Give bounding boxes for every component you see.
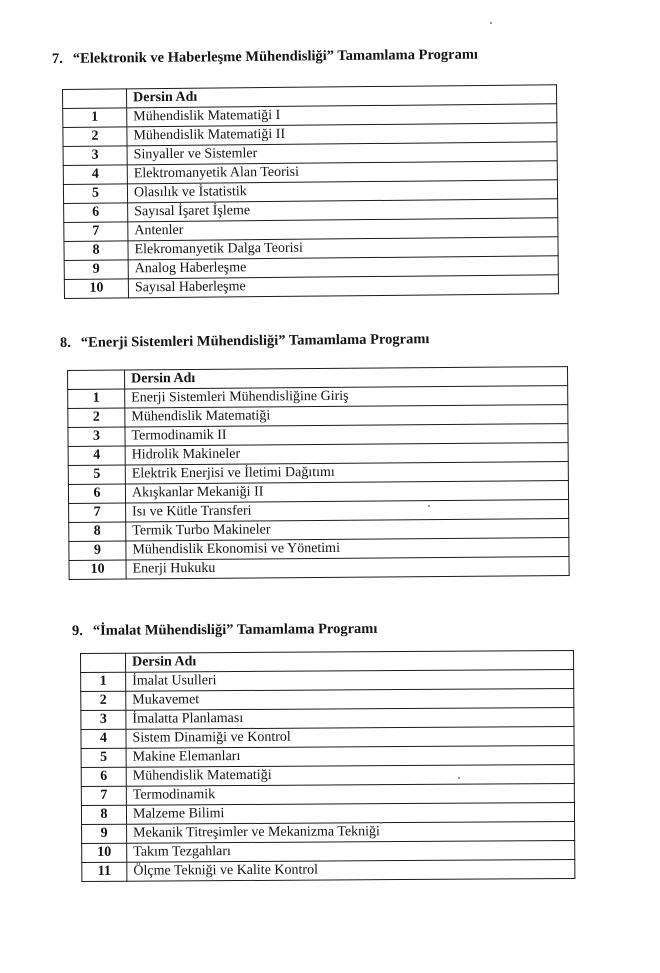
course-name: İmalatta Planlaması: [126, 707, 574, 729]
course-name: Antenler: [128, 218, 558, 241]
course-name: Elektromanyetik Alan Teorisi: [127, 161, 557, 184]
course-name: Akışkanlar Mekaniği II: [125, 481, 568, 503]
section-number: 8.: [59, 334, 71, 351]
table-header-row: [63, 85, 557, 109]
scan-speck: [490, 22, 492, 24]
course-number: 4: [68, 446, 125, 465]
course-name: Termodinamik: [126, 783, 574, 805]
section-title: [52, 46, 478, 68]
section-number: 9.: [71, 622, 83, 639]
table-row: [63, 123, 557, 147]
table-row: [68, 386, 568, 409]
course-name-column-header: Dersin Adı: [126, 650, 574, 672]
table-row: [69, 538, 569, 561]
course-number: 2: [63, 127, 127, 147]
course-number: 2: [81, 691, 126, 710]
course-number: 6: [64, 203, 128, 223]
section-heading: “İmalat Mühendisliği” Tamamlama Programı: [92, 620, 378, 639]
course-name: İmalat Usulleri: [126, 669, 574, 691]
course-number: 5: [63, 184, 127, 204]
table-row: [82, 821, 575, 843]
course-number: 1: [81, 672, 126, 691]
course-number: 6: [81, 767, 126, 786]
course-name: Termik Turbo Makineler: [126, 519, 569, 541]
table-row: [69, 557, 569, 580]
number-column-header: [63, 89, 127, 109]
table-row: [68, 481, 568, 504]
course-table: [62, 84, 559, 299]
section-heading: “Enerji Sistemleri Mühendisliği” Tamamlama Programı: [80, 331, 430, 351]
course-number: 8: [64, 241, 128, 261]
course-number: 3: [63, 146, 127, 166]
course-name: Mekanik Titreşimler ve Mekanizma Tekniği: [127, 821, 575, 843]
table-row: [69, 500, 569, 523]
number-column-header: [81, 653, 126, 672]
course-table: [80, 650, 575, 882]
course-name: Elektrik Enerjisi ve İletimi Dağıtımı: [125, 462, 568, 484]
table-row: [68, 405, 568, 428]
course-rows: [68, 386, 569, 580]
course-number: 8: [81, 805, 126, 824]
course-name: Isı ve Kütle Transferi: [126, 500, 569, 522]
table-header-row: [68, 367, 568, 390]
course-name: Termodinamik II: [125, 424, 568, 446]
table-row: [63, 104, 557, 128]
section-heading: “Elektronik ve Haberleşme Mühendisliği” Tamamlama Programı: [72, 46, 478, 67]
course-table: [67, 366, 570, 580]
course-rows: [81, 669, 575, 881]
course-number: 6: [68, 484, 125, 503]
course-number: 5: [81, 748, 126, 767]
course-name: Sistem Dinamiği ve Kontrol: [126, 726, 574, 748]
scan-speck: [428, 505, 430, 507]
course-number: 1: [68, 389, 125, 408]
table-header-row: [81, 650, 574, 672]
course-number: 4: [81, 729, 126, 748]
course-name: Hidrolik Makineler: [125, 443, 568, 465]
course-number: 1: [63, 108, 127, 128]
table-row: [81, 764, 574, 786]
table-row: [64, 275, 558, 299]
course-name: Mukavemet: [126, 688, 574, 710]
table-row: [81, 669, 574, 691]
course-number: 5: [68, 465, 125, 484]
course-name: Mühendislik Matematiği I: [127, 104, 557, 127]
course-number: 10: [64, 279, 128, 299]
table-row: [81, 783, 574, 805]
section-title: [60, 330, 430, 352]
table-row: [64, 256, 558, 280]
course-name: Mühendislik Matematiği: [125, 405, 568, 427]
course-name: Ölçme Tekniği ve Kalite Kontrol: [127, 859, 575, 881]
course-number: 7: [64, 222, 128, 242]
course-name: Mühendislik Matematiği: [126, 764, 574, 786]
course-number: 7: [81, 786, 126, 805]
course-name: Sinyaller ve Sistemler: [127, 142, 557, 165]
course-name: Enerji Hukuku: [126, 557, 569, 579]
course-number: 8: [69, 522, 126, 541]
course-number: 9: [64, 260, 128, 280]
course-number: 7: [69, 503, 126, 522]
course-number: 2: [68, 408, 125, 427]
course-name-column-header: Dersin Adı: [127, 85, 557, 108]
course-name: Elekromanyetik Dalga Teorisi: [128, 237, 558, 260]
table-row: [81, 707, 574, 729]
table-row: [63, 180, 557, 204]
course-number: 3: [68, 427, 125, 446]
table-row: [68, 462, 568, 485]
table-row: [64, 218, 558, 242]
section-number: 7.: [51, 50, 63, 67]
course-name: Mühendislik Ekonomisi ve Yönetimi: [126, 538, 569, 560]
course-number: 11: [82, 862, 127, 881]
course-name-column-header: Dersin Adı: [125, 367, 568, 389]
course-number: 3: [81, 710, 126, 729]
table-row: [63, 161, 557, 185]
table-row: [81, 688, 574, 710]
table-row: [68, 424, 568, 447]
number-column-header: [68, 370, 125, 389]
table-row: [68, 443, 568, 466]
course-number: 9: [69, 541, 126, 560]
course-name: Sayısal Haberleşme: [128, 275, 558, 298]
course-name: Mühendislik Matematiği II: [127, 123, 557, 146]
table-row: [64, 237, 558, 261]
course-rows: [63, 104, 559, 299]
table-row: [82, 859, 575, 881]
course-number: 10: [69, 560, 126, 579]
course-name: Enerji Sistemleri Mühendisliğine Giriş: [125, 386, 568, 408]
course-number: 4: [63, 165, 127, 185]
table-row: [69, 519, 569, 542]
table-row: [64, 199, 558, 223]
table-row: [81, 802, 574, 824]
course-name: Makine Elemanları: [126, 745, 574, 767]
course-number: 9: [82, 824, 127, 843]
course-name: Sayısal İşaret İşleme: [128, 199, 558, 222]
course-name: Olasılık ve İstatistik: [127, 180, 557, 203]
table-row: [82, 840, 575, 862]
table-row: [63, 142, 557, 166]
course-name: Malzeme Bilimi: [126, 802, 574, 824]
course-number: 10: [82, 843, 127, 862]
table-row: [81, 726, 574, 748]
section-title: [72, 620, 378, 640]
course-name: Analog Haberleşme: [128, 256, 558, 279]
scan-speck: [458, 777, 460, 779]
scan-speck: [380, 822, 382, 824]
table-row: [81, 745, 574, 767]
course-name: Takım Tezgahları: [127, 840, 575, 862]
